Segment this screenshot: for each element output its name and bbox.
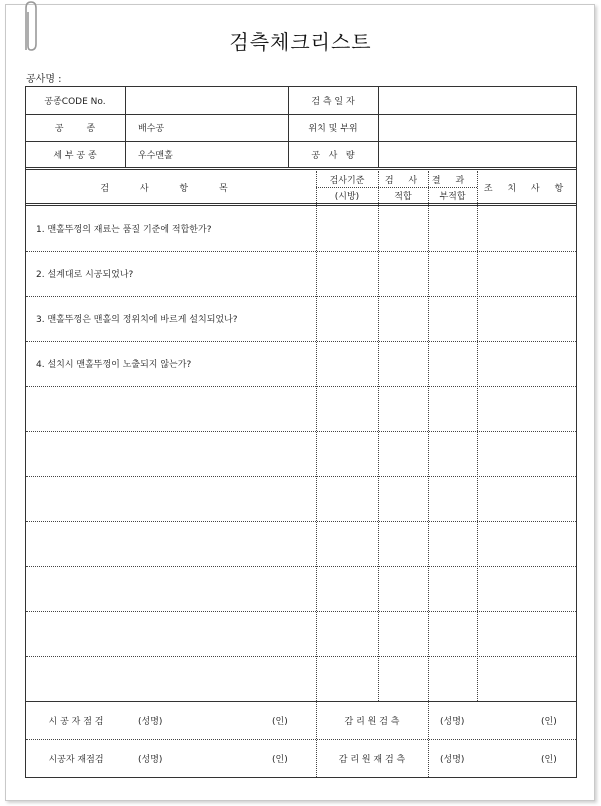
result-standard-cell[interactable] bbox=[316, 521, 378, 566]
result-pass-cell[interactable] bbox=[378, 521, 428, 566]
result-fail-cell[interactable] bbox=[428, 386, 477, 431]
result-fail-cell[interactable] bbox=[428, 251, 477, 296]
column-divider bbox=[428, 171, 429, 701]
result-fail-cell[interactable] bbox=[428, 296, 477, 341]
checklist-item bbox=[36, 566, 314, 611]
header-standard-sub: (시방) bbox=[334, 191, 360, 202]
info-label: 공 종 bbox=[54, 124, 96, 134]
item-row-divider bbox=[26, 656, 576, 657]
result-standard-cell[interactable] bbox=[316, 386, 378, 431]
item-row-divider bbox=[26, 521, 576, 522]
action-cell[interactable] bbox=[477, 386, 576, 431]
result-standard-cell[interactable] bbox=[316, 611, 378, 656]
result-standard-cell[interactable] bbox=[316, 656, 378, 701]
signature-label: 시 공 자 점 검 bbox=[48, 716, 104, 727]
result-standard-cell[interactable] bbox=[316, 251, 378, 296]
checklist-item: 1. 맨홀뚜껑의 재료는 품질 기준에 적합한가? bbox=[36, 225, 212, 235]
result-pass-cell[interactable] bbox=[378, 566, 428, 611]
checklist-item bbox=[36, 386, 314, 431]
info-value[interactable]: 우수맨홀 bbox=[138, 151, 173, 161]
action-cell[interactable] bbox=[477, 296, 576, 341]
signature-seal: (인) bbox=[272, 716, 288, 727]
item-row-divider bbox=[26, 566, 576, 567]
action-cell[interactable] bbox=[477, 206, 576, 251]
info-label-2: 위치 및 부위 bbox=[308, 124, 358, 134]
result-standard-cell[interactable] bbox=[316, 476, 378, 521]
item-row-divider bbox=[26, 296, 576, 297]
info-col-divider bbox=[125, 87, 126, 168]
result-standard-cell[interactable] bbox=[316, 341, 378, 386]
column-divider bbox=[477, 171, 478, 701]
result-pass-cell[interactable] bbox=[378, 476, 428, 521]
header-fail: 부적합 bbox=[439, 191, 466, 202]
action-cell[interactable] bbox=[477, 251, 576, 296]
result-pass-cell[interactable] bbox=[378, 656, 428, 701]
checklist-item: 4. 설치시 맨홀뚜껑이 노출되지 않는가? bbox=[36, 360, 192, 370]
signature-col-divider bbox=[428, 701, 429, 777]
header-standard: 검사기준 bbox=[329, 175, 365, 186]
result-fail-cell[interactable] bbox=[428, 431, 477, 476]
result-standard-cell[interactable] bbox=[316, 566, 378, 611]
info-label-2: 공 사 량 bbox=[311, 151, 355, 161]
signature-name[interactable]: (성명) bbox=[138, 754, 163, 765]
checklist-item bbox=[36, 656, 314, 701]
signature-name[interactable]: (성명) bbox=[138, 716, 163, 727]
page-title: 검측체크리스트 bbox=[229, 30, 372, 54]
result-standard-cell[interactable] bbox=[316, 296, 378, 341]
item-row-divider bbox=[26, 431, 576, 432]
column-divider bbox=[316, 171, 317, 701]
result-pass-cell[interactable] bbox=[378, 611, 428, 656]
item-row-divider bbox=[26, 611, 576, 612]
checklist-item bbox=[36, 521, 314, 566]
checklist-item bbox=[36, 611, 314, 656]
signature-seal-2: (인) bbox=[541, 754, 557, 765]
info-row-divider bbox=[26, 114, 576, 115]
signature-name-2[interactable]: (성명) bbox=[440, 754, 465, 765]
item-row-divider bbox=[26, 476, 576, 477]
checklist-item bbox=[36, 476, 314, 521]
result-fail-cell[interactable] bbox=[428, 611, 477, 656]
action-cell[interactable] bbox=[477, 476, 576, 521]
info-col-divider bbox=[378, 87, 379, 168]
header-result: 검 사 결 과 bbox=[384, 175, 471, 186]
checklist-sheet bbox=[25, 86, 577, 778]
project-name-label: 공사명 : bbox=[26, 74, 62, 85]
info-value[interactable] bbox=[138, 87, 298, 114]
result-pass-cell[interactable] bbox=[378, 296, 428, 341]
info-value[interactable]: 배수공 bbox=[138, 124, 165, 134]
result-pass-cell[interactable] bbox=[378, 431, 428, 476]
item-row-divider bbox=[26, 251, 576, 252]
result-fail-cell[interactable] bbox=[428, 206, 477, 251]
action-cell[interactable] bbox=[477, 431, 576, 476]
result-pass-cell[interactable] bbox=[378, 341, 428, 386]
signature-col-divider bbox=[316, 701, 317, 777]
header-divider bbox=[316, 187, 477, 188]
result-standard-cell[interactable] bbox=[316, 206, 378, 251]
signature-label-2: 감 리 원 검 측 bbox=[344, 716, 400, 727]
result-fail-cell[interactable] bbox=[428, 521, 477, 566]
result-fail-cell[interactable] bbox=[428, 566, 477, 611]
action-cell[interactable] bbox=[477, 521, 576, 566]
action-cell[interactable] bbox=[477, 611, 576, 656]
info-col-divider bbox=[288, 87, 289, 168]
header-item: 검 사 항 목 bbox=[100, 183, 242, 194]
info-label: 세 부 공 종 bbox=[53, 151, 97, 161]
info-value-2[interactable] bbox=[378, 141, 576, 168]
section-divider bbox=[26, 167, 576, 170]
result-pass-cell[interactable] bbox=[378, 206, 428, 251]
info-label: 공종CODE No. bbox=[44, 97, 106, 107]
info-value-2[interactable] bbox=[378, 114, 576, 141]
result-fail-cell[interactable] bbox=[428, 656, 477, 701]
checklist-item bbox=[36, 431, 314, 476]
checklist-item: 2. 설계대로 시공되었나? bbox=[36, 270, 134, 280]
signature-label-2: 감 리 원 재 검 측 bbox=[338, 754, 406, 765]
info-value-2[interactable] bbox=[378, 87, 576, 114]
info-row-divider bbox=[26, 141, 576, 142]
signature-seal: (인) bbox=[272, 754, 288, 765]
item-row-divider bbox=[26, 341, 576, 342]
signature-name-2[interactable]: (성명) bbox=[440, 716, 465, 727]
result-fail-cell[interactable] bbox=[428, 476, 477, 521]
item-row-divider bbox=[26, 386, 576, 387]
action-cell[interactable] bbox=[477, 656, 576, 701]
action-cell[interactable] bbox=[477, 566, 576, 611]
result-fail-cell[interactable] bbox=[428, 341, 477, 386]
result-standard-cell[interactable] bbox=[316, 431, 378, 476]
result-pass-cell[interactable] bbox=[378, 386, 428, 431]
signature-seal-2: (인) bbox=[541, 716, 557, 727]
signature-label: 시공자 재점검 bbox=[48, 754, 104, 765]
signature-divider bbox=[26, 739, 576, 740]
header-pass: 적합 bbox=[394, 191, 412, 202]
checklist-item: 3. 맨홀뚜껑은 맨홀의 정위치에 바르게 설치되었나? bbox=[36, 315, 238, 325]
column-divider bbox=[378, 171, 379, 701]
action-cell[interactable] bbox=[477, 341, 576, 386]
header-action: 조 치 사 항 bbox=[483, 183, 570, 194]
info-label-2: 검 측 일 자 bbox=[311, 97, 355, 107]
result-pass-cell[interactable] bbox=[378, 251, 428, 296]
